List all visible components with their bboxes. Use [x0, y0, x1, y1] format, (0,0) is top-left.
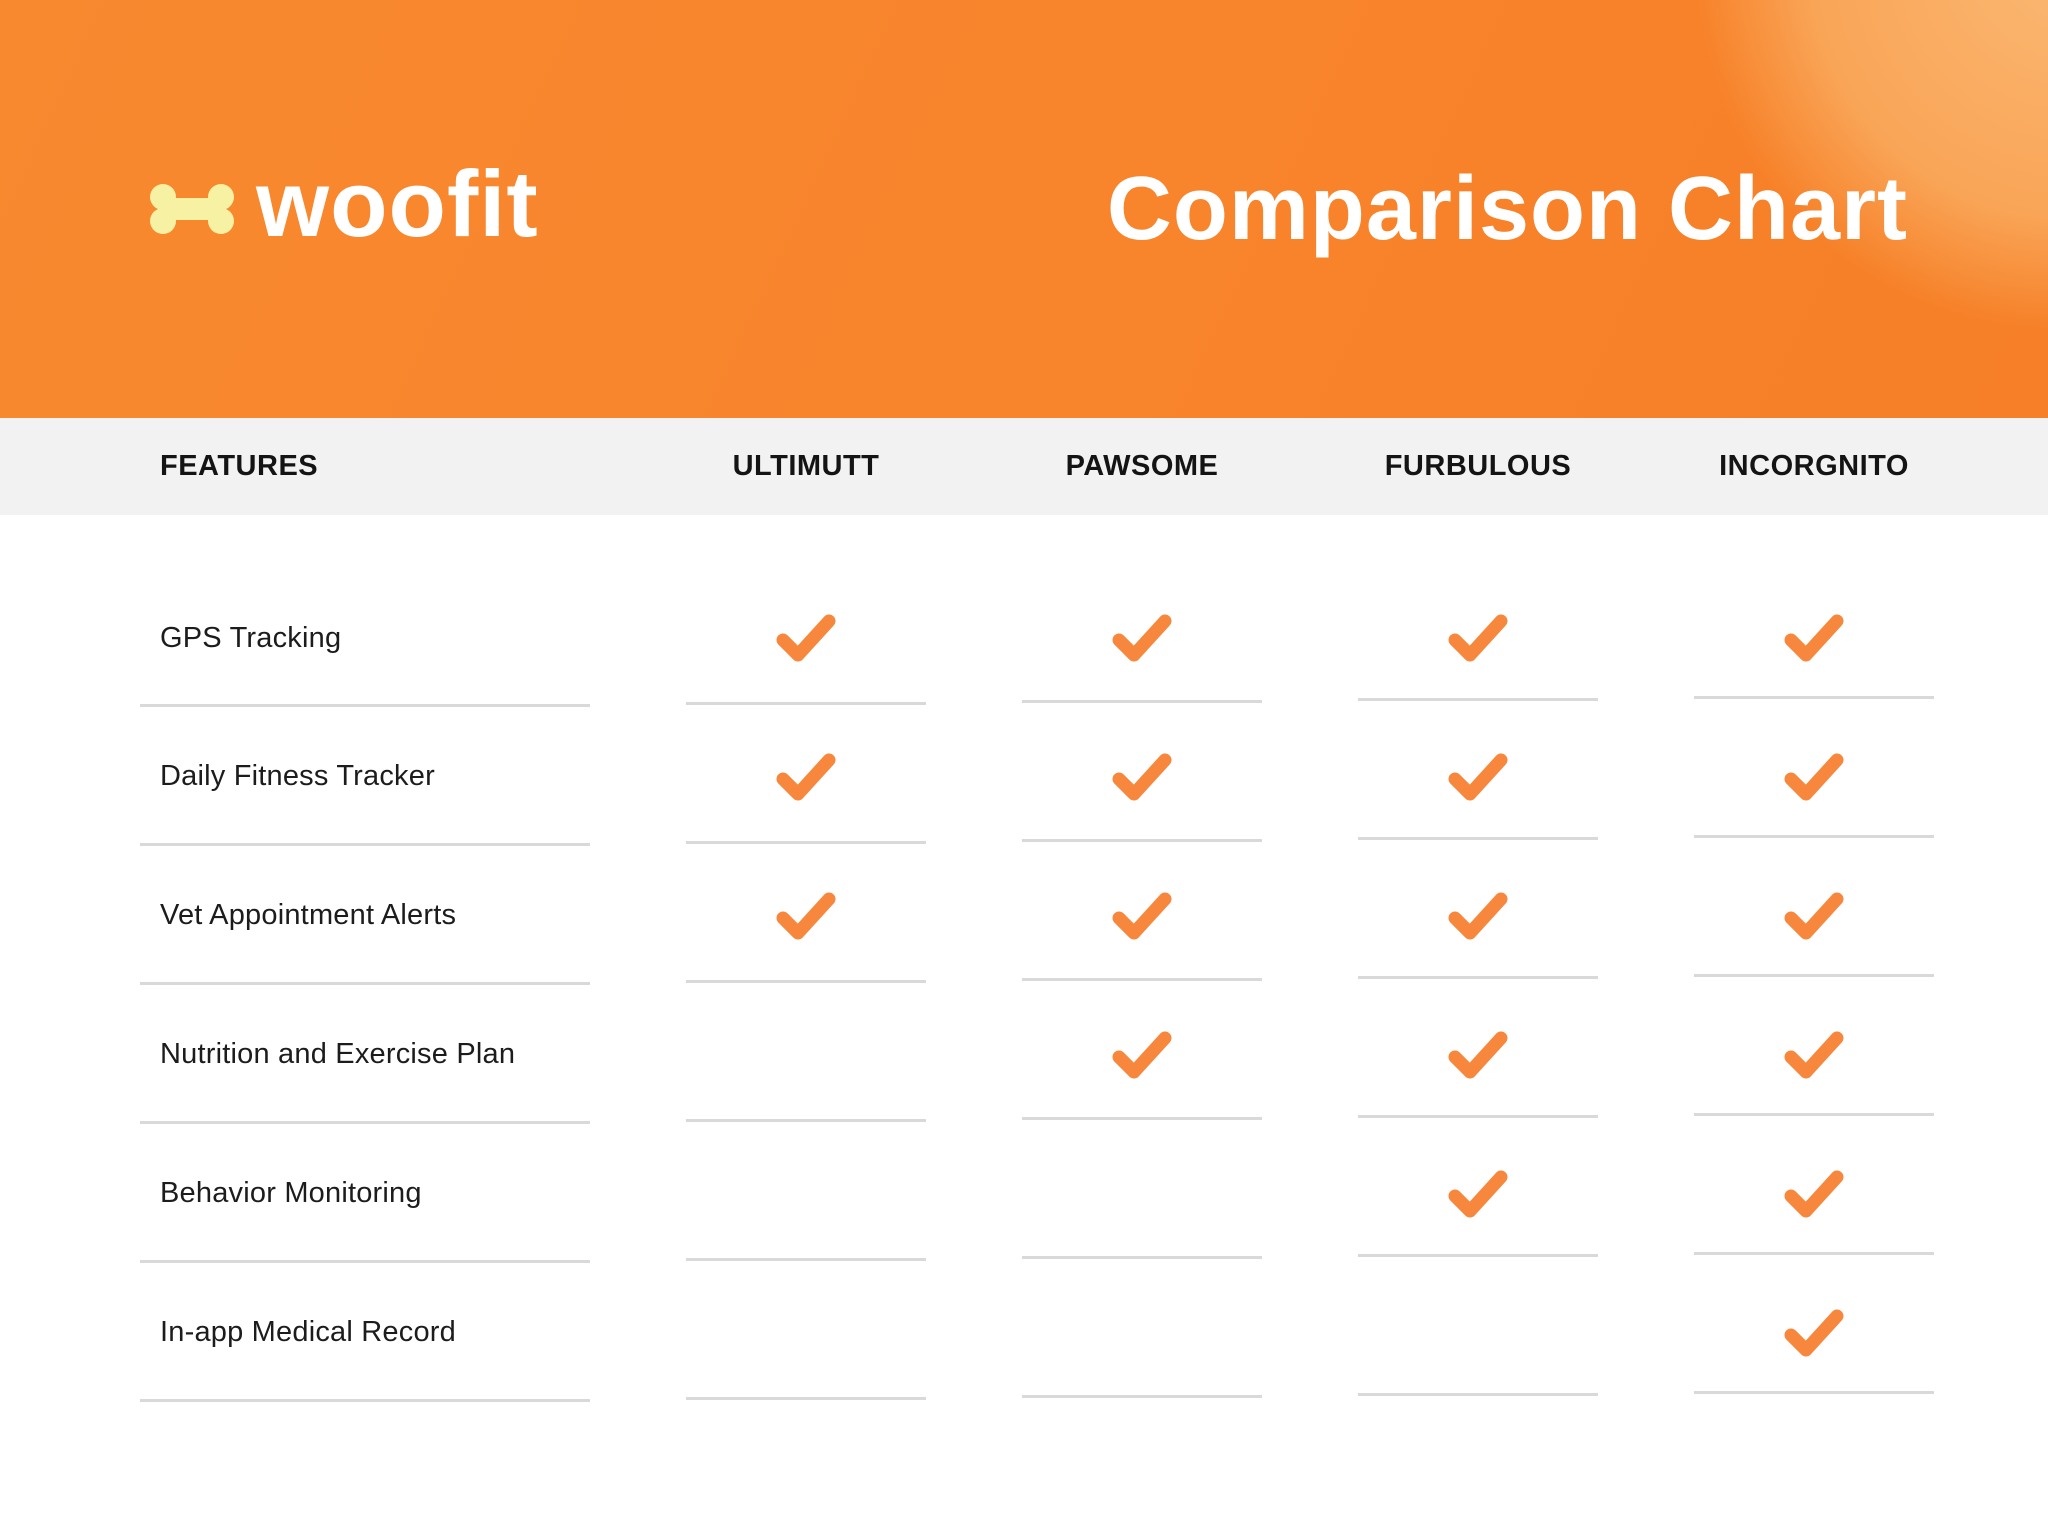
check-icon	[1111, 613, 1173, 663]
empty-cell	[686, 985, 926, 1124]
check-icon	[1783, 1308, 1845, 1358]
check-cell	[1358, 985, 1598, 1124]
column-header-pawsome: PAWSOME	[1065, 450, 1219, 482]
check-cell	[1358, 707, 1598, 846]
check-icon	[1111, 1030, 1173, 1080]
table-row	[0, 515, 2048, 707]
check-icon	[1447, 752, 1509, 802]
page-title: Comparison Chart	[1106, 159, 1908, 259]
check-icon	[1783, 1030, 1845, 1080]
check-icon	[1111, 891, 1173, 941]
check-cell	[1694, 1124, 1934, 1263]
check-cell	[1694, 515, 1934, 707]
check-icon	[775, 752, 837, 802]
empty-cell	[1358, 1263, 1598, 1402]
check-icon	[1447, 1030, 1509, 1080]
table-header-row	[0, 418, 2048, 515]
table-row	[0, 707, 2048, 846]
check-cell	[1022, 985, 1262, 1124]
check-icon	[1447, 613, 1509, 663]
table-row	[0, 846, 2048, 985]
empty-cell	[1022, 1124, 1262, 1263]
check-cell	[686, 707, 926, 846]
check-cell	[1022, 707, 1262, 846]
feature-label: Vet Appointment Alerts	[140, 846, 590, 985]
feature-label: In-app Medical Record	[140, 1263, 590, 1402]
check-cell	[1358, 846, 1598, 985]
banner	[0, 0, 2048, 418]
check-cell	[686, 846, 926, 985]
feature-label: Nutrition and Exercise Plan	[140, 985, 590, 1124]
table-row	[0, 1124, 2048, 1263]
check-cell	[1358, 1124, 1598, 1263]
column-header-incorgnito: INCORGNITO	[1719, 450, 1909, 482]
table-row	[0, 985, 2048, 1124]
bone-icon	[150, 184, 234, 234]
check-cell	[1694, 707, 1934, 846]
check-cell	[686, 515, 926, 707]
check-icon	[1783, 1169, 1845, 1219]
woofit-logo	[150, 151, 539, 261]
check-cell	[1358, 515, 1598, 707]
empty-cell	[686, 1263, 926, 1402]
check-cell	[1694, 985, 1934, 1124]
table-row	[0, 1263, 2048, 1402]
feature-label: GPS Tracking	[140, 515, 590, 707]
check-icon	[1783, 752, 1845, 802]
column-header-ultimutt: ULTIMUTT	[732, 450, 880, 482]
feature-label: Behavior Monitoring	[140, 1124, 590, 1263]
comparison-table-body	[0, 515, 2048, 1402]
column-header-furbulous: FURBULOUS	[1384, 450, 1572, 482]
check-icon	[1111, 752, 1173, 802]
brand-name: woofit	[256, 151, 539, 256]
check-icon	[1783, 613, 1845, 663]
check-icon	[1783, 891, 1845, 941]
check-cell	[1694, 846, 1934, 985]
check-icon	[775, 891, 837, 941]
feature-label: Daily Fitness Tracker	[140, 707, 590, 846]
empty-cell	[686, 1124, 926, 1263]
check-cell	[1694, 1263, 1934, 1402]
check-icon	[1447, 1169, 1509, 1219]
check-cell	[1022, 846, 1262, 985]
check-icon	[1447, 891, 1509, 941]
column-header-features: FEATURES	[160, 450, 319, 482]
check-icon	[775, 613, 837, 663]
check-cell	[1022, 515, 1262, 707]
empty-cell	[1022, 1263, 1262, 1402]
